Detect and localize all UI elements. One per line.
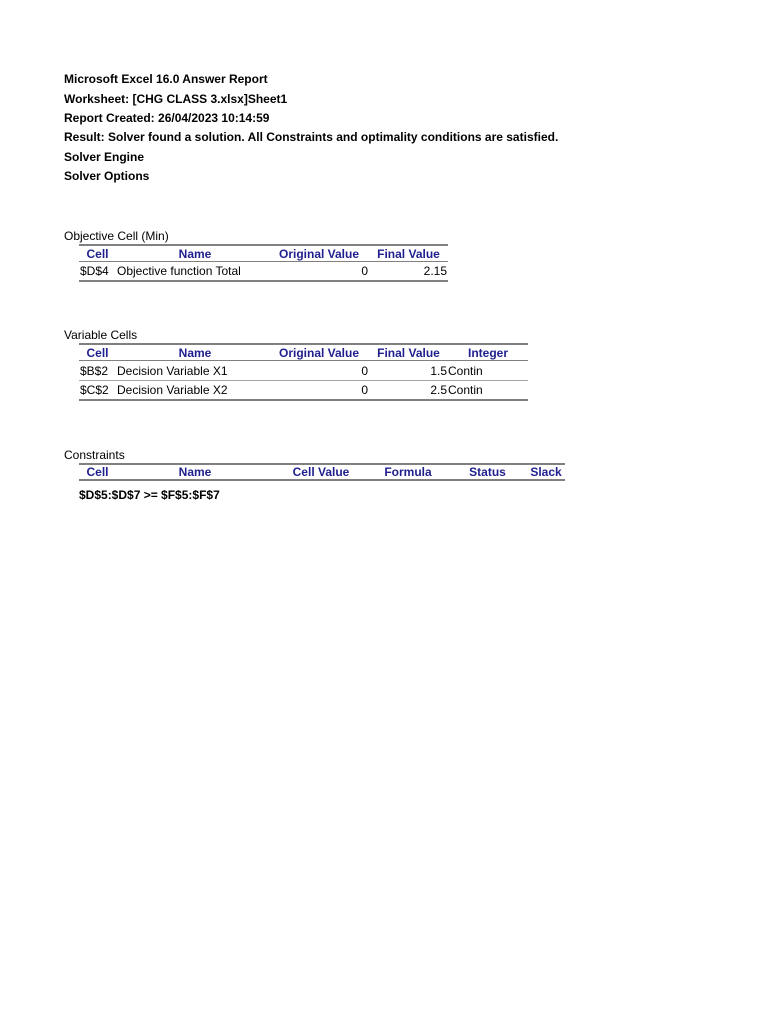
report-title: Microsoft Excel 16.0 Answer Report	[64, 72, 268, 86]
row-name: Decision Variable X1	[117, 363, 228, 378]
header-slack: Slack	[530, 465, 562, 479]
row-original-value: 0	[361, 264, 368, 278]
variables-header-row	[79, 343, 528, 361]
row-integer: Contin	[448, 363, 483, 378]
header-name: Name	[178, 465, 212, 479]
variables-section-title: Variable Cells	[64, 328, 138, 342]
row-cell-ref: $C$2	[80, 383, 109, 397]
row-integer: Contin	[448, 383, 483, 397]
row-final-value: 2.5	[430, 383, 447, 397]
row-final-value: 2.15	[423, 264, 447, 278]
row-cell-ref: $D$4	[80, 264, 109, 278]
objective-header-row	[79, 244, 448, 262]
result-line: Result: Solver found a solution. All Constraints and optimality conditions are satisfied.	[64, 130, 559, 144]
header-status: Status	[469, 465, 506, 479]
header-original-value: Original Value	[278, 246, 360, 261]
solver-options-label: Solver Options	[64, 169, 150, 183]
table-row	[79, 262, 448, 282]
constraint-row: $D$5:$D$7 >= $F$5:$F$7	[79, 488, 220, 502]
row-name: Decision Variable X2	[117, 383, 228, 397]
row-original-value: 0	[361, 383, 368, 397]
header-cell: Cell	[86, 465, 109, 479]
header-original-value: Original Value	[278, 345, 360, 360]
report-created-line: Report Created: 26/04/2023 10:14:59	[64, 111, 270, 125]
objective-section-title: Objective Cell (Min)	[64, 229, 169, 243]
objective-table	[79, 244, 448, 282]
row-final-value: 1.5	[430, 363, 447, 378]
header-formula: Formula	[384, 465, 432, 479]
table-row	[79, 361, 528, 381]
solver-engine-label: Solver Engine	[64, 150, 145, 164]
header-cell: Cell	[86, 246, 109, 261]
header-name: Name	[178, 246, 212, 261]
table-row	[79, 381, 528, 401]
header-integer: Integer	[467, 345, 508, 360]
header-cell: Cell	[86, 345, 109, 360]
row-original-value: 0	[361, 363, 368, 378]
header-name: Name	[178, 345, 212, 360]
constraints-section-title: Constraints	[64, 448, 125, 462]
constraints-table	[79, 463, 565, 481]
worksheet-line: Worksheet: [CHG CLASS 3.xlsx]Sheet1	[64, 92, 288, 106]
header-final-value: Final Value	[377, 345, 440, 360]
variables-table	[79, 343, 528, 401]
row-name: Objective function Total	[117, 264, 241, 278]
header-final-value: Final Value	[377, 246, 440, 261]
row-cell-ref: $B$2	[80, 363, 109, 378]
constraints-header-row	[79, 463, 565, 481]
header-cell-value: Cell Value	[292, 465, 350, 479]
